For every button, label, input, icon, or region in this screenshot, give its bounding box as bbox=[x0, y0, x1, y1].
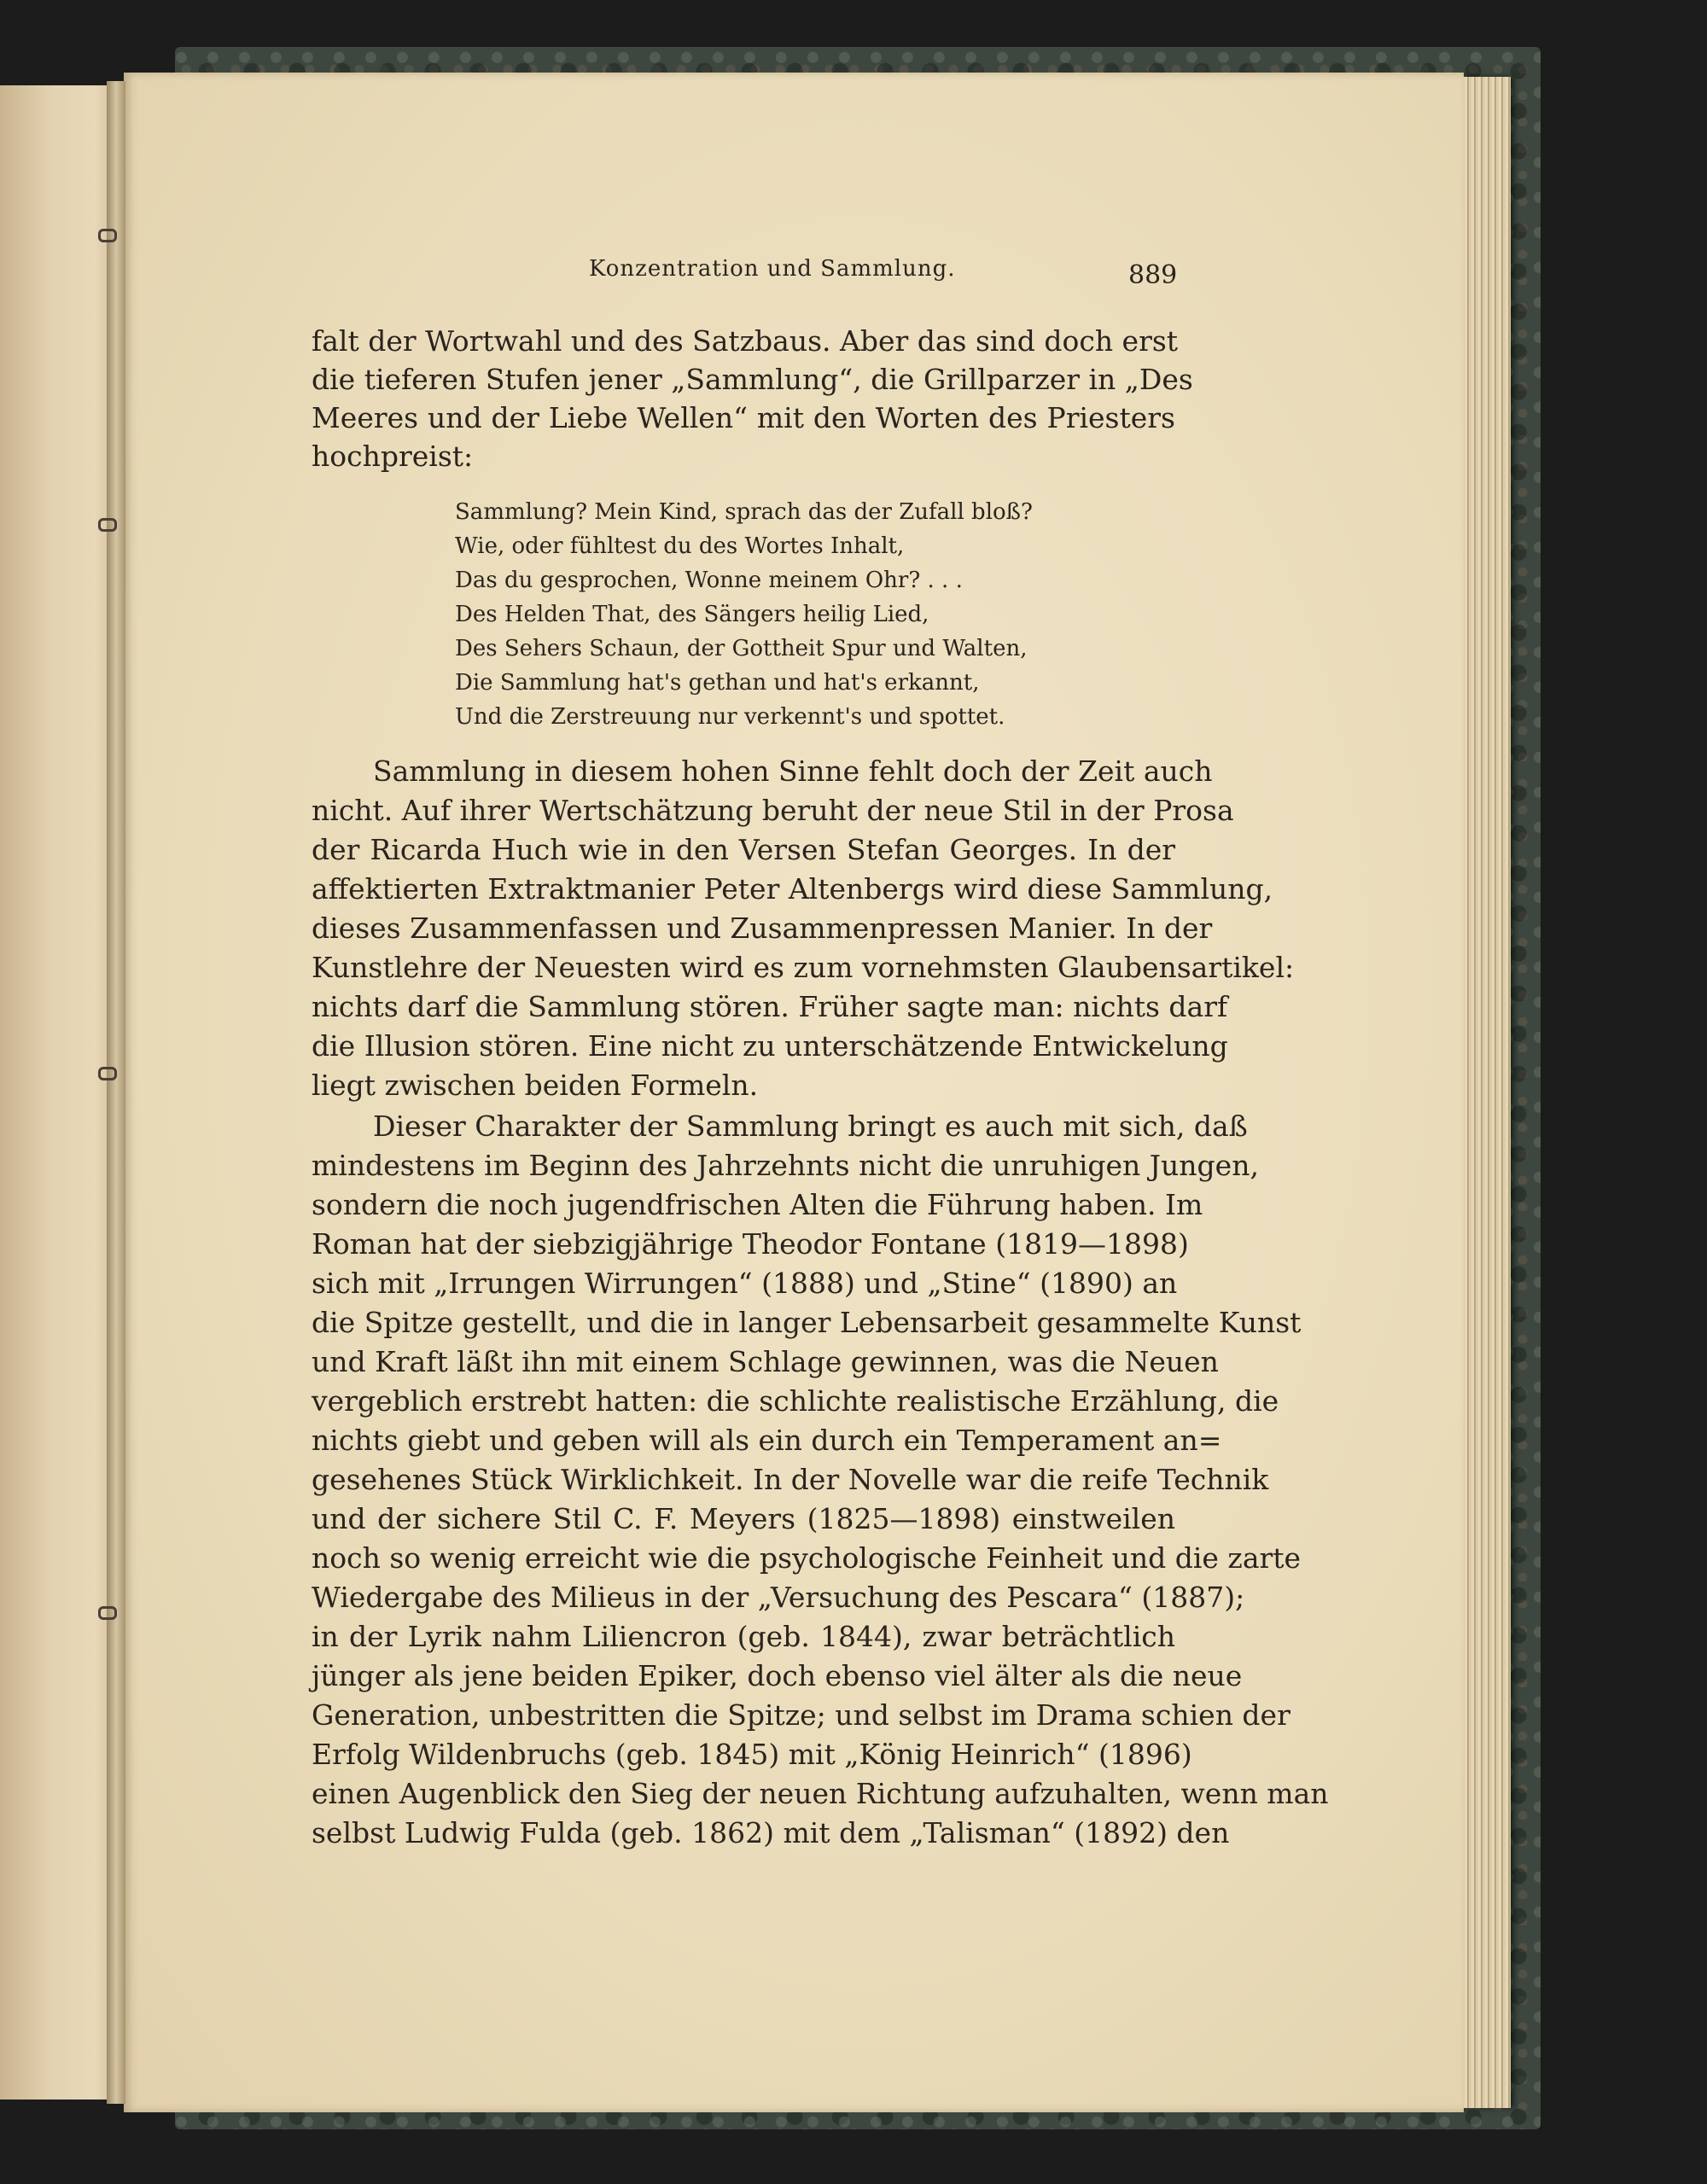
text-line: gesehenes Stück Wirklichkeit. In der Novelle war die reife Technik bbox=[312, 1463, 1269, 1496]
binding-stitch bbox=[98, 1606, 117, 1620]
text-line: dieses Zusammenfassen und Zusammenpressen Manier. In der bbox=[312, 911, 1213, 945]
text-line: Meeres und der Liebe Wellen“ mit den Worten des Priesters bbox=[312, 401, 1175, 434]
text-line: Dieser Charakter der Sammlung bringt es auch mit sich, daß bbox=[373, 1109, 1248, 1143]
text-line: jünger als jene beiden Epiker, doch ebenso viel älter als die neue bbox=[312, 1659, 1243, 1692]
left-page-edge bbox=[0, 85, 119, 2100]
text-line: Erfolg Wildenbruchs (geb. 1845) mit „König Heinrich“ (1896) bbox=[312, 1738, 1192, 1771]
page-number: 889 bbox=[1128, 260, 1178, 290]
binding-stitch bbox=[98, 229, 117, 242]
text-line: die Illusion stören. Eine nicht zu unterschätzende Entwickelung bbox=[312, 1029, 1228, 1063]
text-line: der Ricarda Huch wie in den Versen Stefan Georges. In der bbox=[312, 833, 1175, 866]
verse-line: Des Sehers Schaun, der Gottheit Spur und Walten, bbox=[455, 636, 1028, 661]
text-line: hochpreist: bbox=[312, 440, 474, 473]
text-line: Sammlung in diesem hohen Sinne fehlt doch der Zeit auch bbox=[373, 754, 1213, 788]
text-line: selbst Ludwig Fulda (geb. 1862) mit dem „Talisman“ (1892) den bbox=[312, 1816, 1230, 1849]
text-line: nichts darf die Sammlung stören. Früher sagte man: nichts darf bbox=[312, 990, 1228, 1023]
text-line: nicht. Auf ihrer Wertschätzung beruht der neue Stil in der Prosa bbox=[312, 794, 1234, 827]
text-line: mindestens im Beginn des Jahrzehnts nicht die unruhigen Jungen, bbox=[312, 1149, 1259, 1182]
verse-line: Und die Zerstreuung nur verkennt's und spottet. bbox=[455, 704, 1005, 730]
text-line: liegt zwischen beiden Formeln. bbox=[312, 1069, 759, 1102]
verse-line: Sammlung? Mein Kind, sprach das der Zufall bloß? bbox=[455, 499, 1033, 525]
binding-stitch bbox=[98, 518, 117, 532]
verse-line: Die Sammlung hat's gethan und hat's erkannt, bbox=[455, 670, 980, 696]
text-line: Roman hat der siebzigjährige Theodor Fontane (1819—1898) bbox=[312, 1227, 1189, 1261]
running-head: Konzentration und Sammlung. bbox=[589, 256, 956, 282]
text-line: in der Lyrik nahm Liliencron (geb. 1844), zwar beträchtlich bbox=[312, 1620, 1175, 1653]
binding-stitch bbox=[98, 1067, 117, 1080]
text-line: und Kraft läßt ihn mit einem Schlage gewinnen, was die Neuen bbox=[312, 1345, 1219, 1378]
text-line: die Spitze gestellt, und die in langer Lebensarbeit gesammelte Kunst bbox=[312, 1306, 1302, 1339]
text-line: Kunstlehre der Neuesten wird es zum vornehmsten Glaubensartikel: bbox=[312, 951, 1295, 984]
text-line: affektierten Extraktmanier Peter Altenbergs wird diese Sammlung, bbox=[312, 872, 1273, 906]
text-line: Generation, unbestritten die Spitze; und selbst im Drama schien der bbox=[312, 1698, 1290, 1732]
text-line: sich mit „Irrungen Wirrungen“ (1888) und „Stine“ (1890) an bbox=[312, 1267, 1178, 1300]
book-gutter bbox=[107, 81, 125, 2104]
text-line: vergeblich erstrebt hatten: die schlichte realistische Erzählung, die bbox=[312, 1384, 1279, 1418]
text-line: einen Augenblick den Sieg der neuen Richtung aufzuhalten, wenn man bbox=[312, 1777, 1329, 1810]
text-line: die tieferen Stufen jener „Sammlung“, die Grillparzer in „Des bbox=[312, 363, 1193, 396]
text-line: falt der Wortwahl und des Satzbaus. Aber das sind doch erst bbox=[312, 324, 1179, 358]
verse-line: Wie, oder fühltest du des Wortes Inhalt, bbox=[455, 533, 905, 559]
text-line: noch so wenig erreicht wie die psychologische Feinheit und die zarte bbox=[312, 1541, 1302, 1575]
text-line: sondern die noch jugendfrischen Alten die Führung haben. Im bbox=[312, 1188, 1203, 1221]
text-line: und der sichere Stil C. F. Meyers (1825—1898) einstweilen bbox=[312, 1502, 1175, 1535]
verse-line: Des Helden That, des Sängers heilig Lied, bbox=[455, 602, 929, 627]
text-line: nichts giebt und geben will als ein durch ein Temperament an= bbox=[312, 1424, 1222, 1457]
verse-line: Das du gesprochen, Wonne meinem Ohr? . . . bbox=[455, 568, 963, 593]
text-line: Wiedergabe des Milieus in der „Versuchung des Pescara“ (1887); bbox=[312, 1581, 1245, 1614]
